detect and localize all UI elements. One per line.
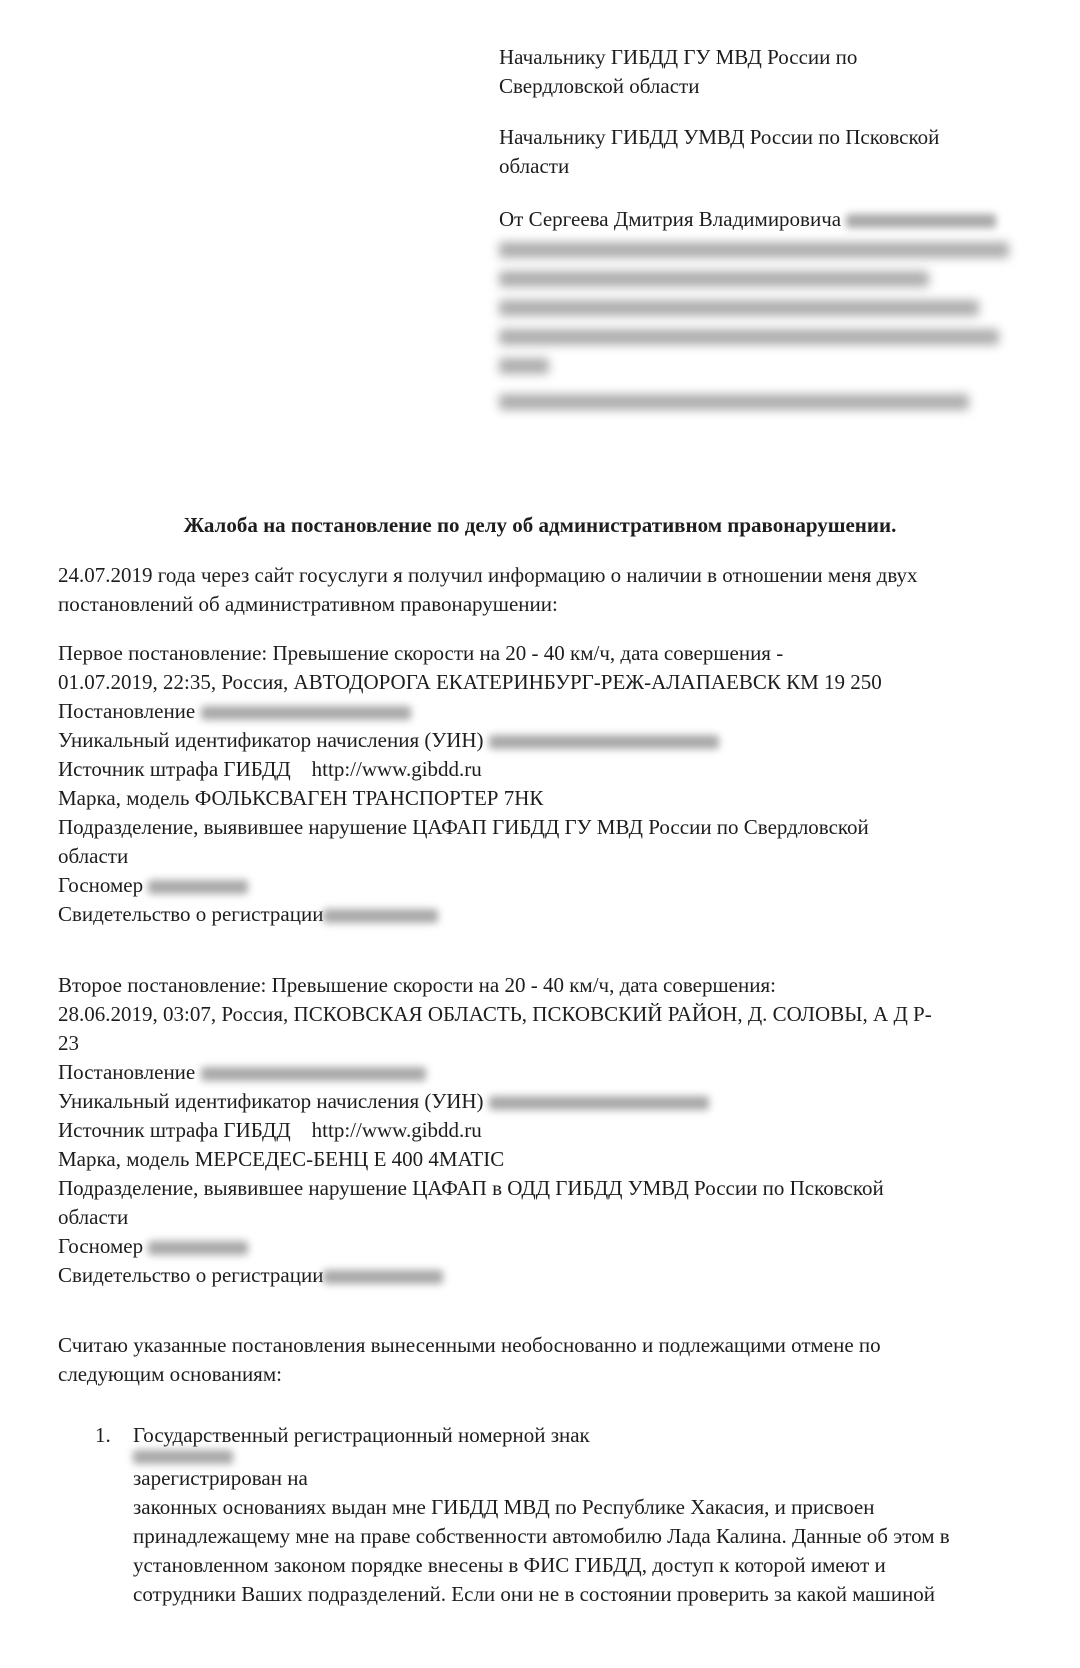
second-dept-line-2: области bbox=[58, 1205, 129, 1229]
intro-paragraph bbox=[58, 561, 1038, 619]
list-item-line-5: сотрудники Ваших подразделений. Если они не в состоянии проверить за какой машиной bbox=[133, 1582, 936, 1606]
second-cert: Свидетельство о регистрации bbox=[58, 1261, 1038, 1290]
addressee-2-line-1: Начальнику ГИБДД УМВД России по Псковской bbox=[499, 125, 940, 149]
first-cert: Свидетельство о регистрации bbox=[58, 900, 1038, 929]
second-dept-line-1: Подразделение, выявившее нарушение ЦАФАП в ОДД ГИБДД УМВД России по Псковской bbox=[58, 1176, 884, 1200]
redacted-text bbox=[846, 214, 996, 228]
redacted-text bbox=[499, 394, 969, 410]
grounds-line-1: Считаю указанные постановления вынесенными необоснованно и подлежащими отмене по bbox=[58, 1333, 881, 1357]
first-model: Марка, модель ФОЛЬКСВАГЕН ТРАНСПОРТЕР 7НК bbox=[58, 786, 544, 810]
redacted-text bbox=[499, 242, 1009, 258]
grounds-paragraph bbox=[58, 1331, 1038, 1389]
first-source: Источник штрафа ГИБДД http://www.gibdd.ru bbox=[58, 757, 482, 781]
first-dept-line-1: Подразделение, выявившее нарушение ЦАФАП ГИБДД ГУ МВД России по Свердловской bbox=[58, 815, 869, 839]
redacted-text bbox=[499, 271, 929, 287]
first-source-link: http://www.gibdd.ru bbox=[311, 757, 482, 781]
redacted-text bbox=[489, 1096, 709, 1110]
redacted-text bbox=[499, 329, 999, 345]
redacted-text bbox=[489, 735, 719, 749]
first-decree-block bbox=[58, 639, 1038, 929]
second-source: Источник штрафа ГИБДД http://www.gibdd.ru bbox=[58, 1118, 482, 1142]
addressee-1 bbox=[499, 43, 1019, 101]
intro-line-1: 24.07.2019 года через сайт госуслуги я получил информацию о наличии в отношении меня двух bbox=[58, 563, 918, 587]
document-title: Жалоба на постановление по делу об административном правонарушении. bbox=[183, 513, 897, 537]
second-source-link: http://www.gibdd.ru bbox=[311, 1118, 482, 1142]
redacted-text bbox=[201, 706, 411, 720]
intro-line-2: постановлений об административном правонарушении: bbox=[58, 592, 558, 616]
addressee-2 bbox=[499, 123, 1019, 181]
list-item-line-1: Государственный регистрационный номерной знак зарегистрирован на bbox=[133, 1423, 590, 1490]
redacted-text bbox=[148, 880, 248, 894]
redacted-text bbox=[201, 1067, 426, 1081]
redacted-text bbox=[148, 1241, 248, 1255]
first-decree-line-2: 01.07.2019, 22:35, Россия, АВТОДОРОГА ЕКАТЕРИНБУРГ-РЕЖ-АЛАПАЕВСК КМ 19 250 bbox=[58, 670, 882, 694]
list-item-line-3: принадлежащему мне на праве собственности автомобилю Лада Калина. Данные об этом в bbox=[133, 1524, 950, 1548]
sender-block bbox=[499, 205, 1009, 423]
list-item-line-2: законных основаниях выдан мне ГИБДД МВД по Республике Хакасия, и присвоен bbox=[133, 1495, 875, 1519]
first-uin: Уникальный идентификатор начисления (УИН) bbox=[58, 726, 1038, 755]
list-item-line-4: установленном законом порядке внесены в ФИС ГИБДД, доступ к которой имеют и bbox=[133, 1553, 886, 1577]
redacted-text bbox=[133, 1450, 233, 1464]
second-decree-line-3: 23 bbox=[58, 1031, 79, 1055]
second-decree-number: Постановление bbox=[58, 1058, 1038, 1087]
addressee-1-line-2: Свердловской области bbox=[499, 74, 700, 98]
grounds-line-2: следующим основаниям: bbox=[58, 1362, 282, 1386]
first-dept-line-2: области bbox=[58, 844, 129, 868]
sender-line-1 bbox=[499, 205, 1009, 234]
addressee-2-line-2: области bbox=[499, 154, 570, 178]
redacted-text bbox=[499, 358, 549, 374]
first-plate: Госномер bbox=[58, 871, 1038, 900]
redacted-text bbox=[323, 1270, 443, 1284]
first-decree-number: Постановление bbox=[58, 697, 1038, 726]
list-item bbox=[133, 1421, 1035, 1609]
second-decree-line-1: Второе постановление: Превышение скорости на 20 - 40 км/ч, дата совершения: bbox=[58, 973, 776, 997]
second-uin: Уникальный идентификатор начисления (УИН) bbox=[58, 1087, 1038, 1116]
second-decree-block bbox=[58, 971, 1038, 1290]
second-decree-line-2: 28.06.2019, 03:07, Россия, ПСКОВСКАЯ ОБЛАСТЬ, ПСКОВСКИЙ РАЙОН, Д. СОЛОВЫ, А Д Р- bbox=[58, 1002, 932, 1026]
second-model: Марка, модель МЕРСЕДЕС-БЕНЦ Е 400 4MATIC bbox=[58, 1147, 505, 1171]
first-decree-line-1: Первое постановление: Превышение скорости на 20 - 40 км/ч, дата совершения - bbox=[58, 641, 784, 665]
addressee-1-line-1: Начальнику ГИБДД ГУ МВД России по bbox=[499, 45, 858, 69]
redacted-text bbox=[323, 909, 438, 923]
list-item-number: 1. bbox=[95, 1423, 111, 1447]
sender-name: От Сергеева Дмитрия Владимировича bbox=[499, 207, 842, 231]
second-plate: Госномер bbox=[58, 1232, 1038, 1261]
redacted-text bbox=[499, 300, 979, 316]
